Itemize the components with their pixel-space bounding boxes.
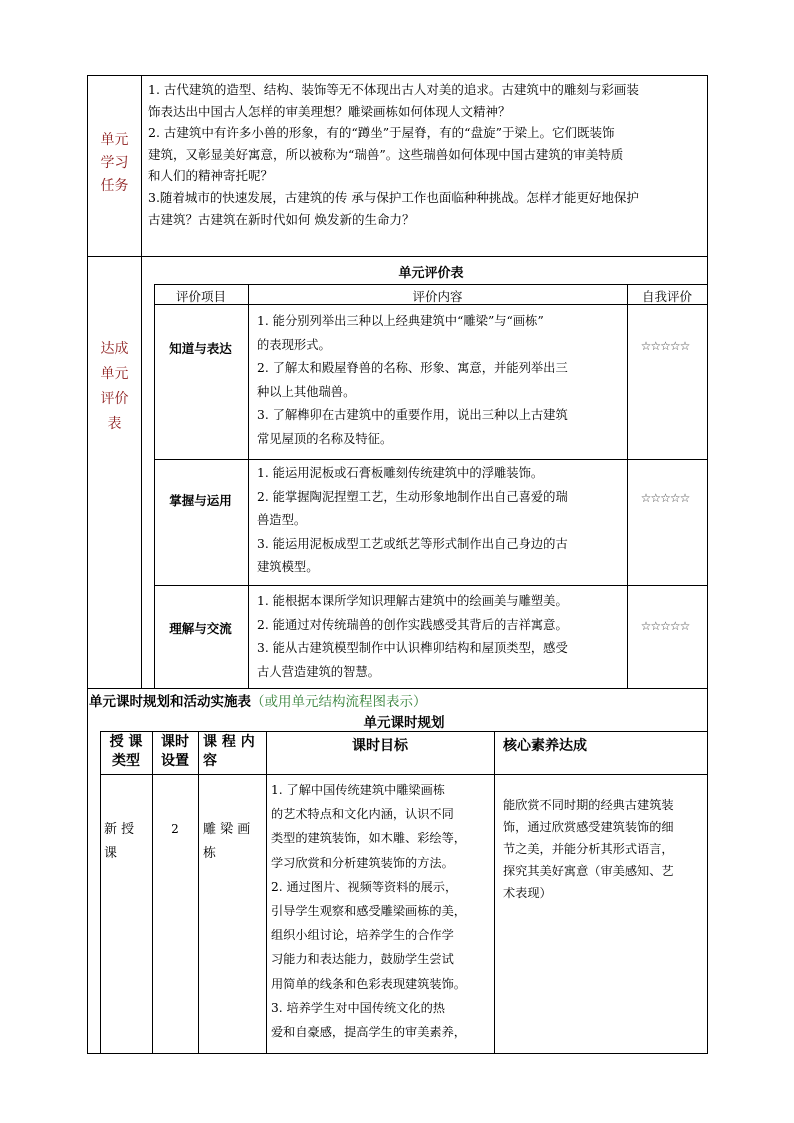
- rule-plan-col2: [198, 731, 199, 1054]
- rule-plan-col3: [266, 731, 267, 1054]
- rule-plan-header-bottom: [100, 774, 708, 775]
- eval-row-2-name: 掌握与运用: [169, 493, 232, 508]
- plan-row-core: 能欣赏不同时期的经典古建筑装 饰，通过欣赏感受建筑装饰的细 节之美，并能分析其形式语言， 探究其美好寓意（审美感知、艺 术表现）: [503, 798, 674, 900]
- eval-row-1-stars[interactable]: ☆☆☆☆☆: [640, 339, 690, 353]
- rule-plan-left: [100, 731, 101, 1054]
- task-2: 2. 古建筑中有许多小兽的形象，有的“蹲坐”于屋脊，有的“盘旋”于梁上。它们既装饰 建筑，又彰显美好寓意，所以被称为“瑞兽”。这些瑞兽如何体现中国古建筑的审美特质 和人们的精神寄托呢？: [148, 125, 624, 183]
- rule-eval-col1: [248, 284, 249, 689]
- eval-row-2-stars[interactable]: ☆☆☆☆☆: [640, 491, 690, 505]
- rule-eval-header-top: [154, 284, 708, 285]
- rule-bottom: [87, 1053, 708, 1054]
- rule-eval-row1-bottom: [154, 459, 708, 460]
- plan-heading: 单元课时规划和活动实施表（或用单元结构流程图表示）: [89, 694, 427, 710]
- eval-row-3-stars[interactable]: ☆☆☆☆☆: [640, 619, 690, 633]
- task-3: 3.随着城市的快速发展，古建筑的传 承与保护工作也面临种种挑战。怎样才能更好地保护 古建筑？古建筑在新时代如何 焕发新的生命力？: [148, 190, 639, 227]
- eval-row-3-name: 理解与交流: [169, 621, 232, 636]
- eval-header-content: 评价内容: [412, 289, 463, 304]
- plan-header-content: 课 程 内 容: [203, 734, 255, 769]
- plan-header-type: 授 课 类型: [109, 734, 143, 769]
- plan-heading-note: （或用单元结构流程图表示）: [251, 694, 427, 710]
- plan-header-goals: 课时目标: [352, 738, 408, 754]
- task-1: 1. 古代建筑的造型、结构、装饰等无不体现出古人对美的追求。古建筑中的雕刻与彩画装 饰表达出中国古人怎样的审美理想？雕梁画栋如何体现人文精神？: [148, 82, 639, 119]
- rule-eval-col2: [627, 284, 628, 689]
- eval-table-title: 单元评价表: [398, 266, 464, 281]
- eval-row-1-name: 知道与表达: [169, 341, 232, 356]
- plan-row-type: 新 授 课: [104, 822, 135, 861]
- eval-header-item: 评价项目: [175, 289, 226, 304]
- plan-header-core: 核心素养达成: [503, 738, 587, 754]
- rule-plan-header-top: [100, 731, 708, 732]
- plan-row-goals: 1. 了解中国传统建筑中雕梁画栋 的艺术特点和文化内涵，认识不同 类型的建筑装饰，如木雕、彩绘等， 学习欣赏和分析建筑装饰的方法。 2. 通过图片、视频等资料的展示， 引导学生观察和感受雕梁画栋的美， 组织小组讨论，培养学生的合作学 习能力和表达能力，鼓励学生尝试 用简单的线条和色彩表现建筑装饰。 3. 培养学生对中国传统文化的热 爱和自豪感，提高学生的审美素养，: [271, 783, 466, 1040]
- plan-header-hours: 课时 设置: [161, 734, 189, 769]
- rule-tasks-bottom: [87, 256, 708, 257]
- rule-top: [87, 75, 708, 76]
- plan-subtitle: 单元课时规划: [363, 715, 445, 731]
- tasks-label: 单元 学习 任务: [100, 132, 129, 194]
- rule-eval-bottom: [87, 688, 708, 689]
- rule-plan-col4: [494, 731, 495, 1054]
- rule-eval-row2-bottom: [154, 585, 708, 586]
- eval-row-2-content: 1. 能运用泥板或石膏板雕刻传统建筑中的浮雕装饰。 2. 能掌握陶泥捏塑工艺，生动形象地制作出自己喜爱的瑞 兽造型。 3. 能运用泥板成型工艺或纸艺等形式制作出自己身边的古 建筑模型。: [257, 466, 568, 574]
- rule-plan-col1: [152, 731, 153, 1054]
- eval-header-self: 自我评价: [641, 289, 692, 304]
- rule-left: [87, 75, 88, 1054]
- eval-label: 达成 单元 评价 表: [100, 341, 129, 432]
- plan-row-content: 雕 梁 画 栋: [203, 822, 251, 861]
- plan-row-hours: 2: [171, 822, 179, 836]
- eval-row-3-content: 1. 能根据本课所学知识理解古建筑中的绘画美与雕塑美。 2. 能通过对传统瑞兽的创作实践感受其背后的吉祥寓意。 3. 能从古建筑模型制作中认识榫卯结构和屋顶类型，感受 古人营造建筑的智慧。: [257, 594, 568, 679]
- eval-row-1-content: 1. 能分别列举出三种以上经典建筑中“雕梁”与“画栋” 的表现形式。 2. 了解太和殿屋脊兽的名称、形象、寓意，并能列举出三 种以上其他瑞兽。 3. 了解榫卯在古建筑中的重要作用，说出三种以上古建筑 常见屋顶的名称及特征。: [257, 314, 568, 446]
- rule-label-sep: [141, 75, 142, 689]
